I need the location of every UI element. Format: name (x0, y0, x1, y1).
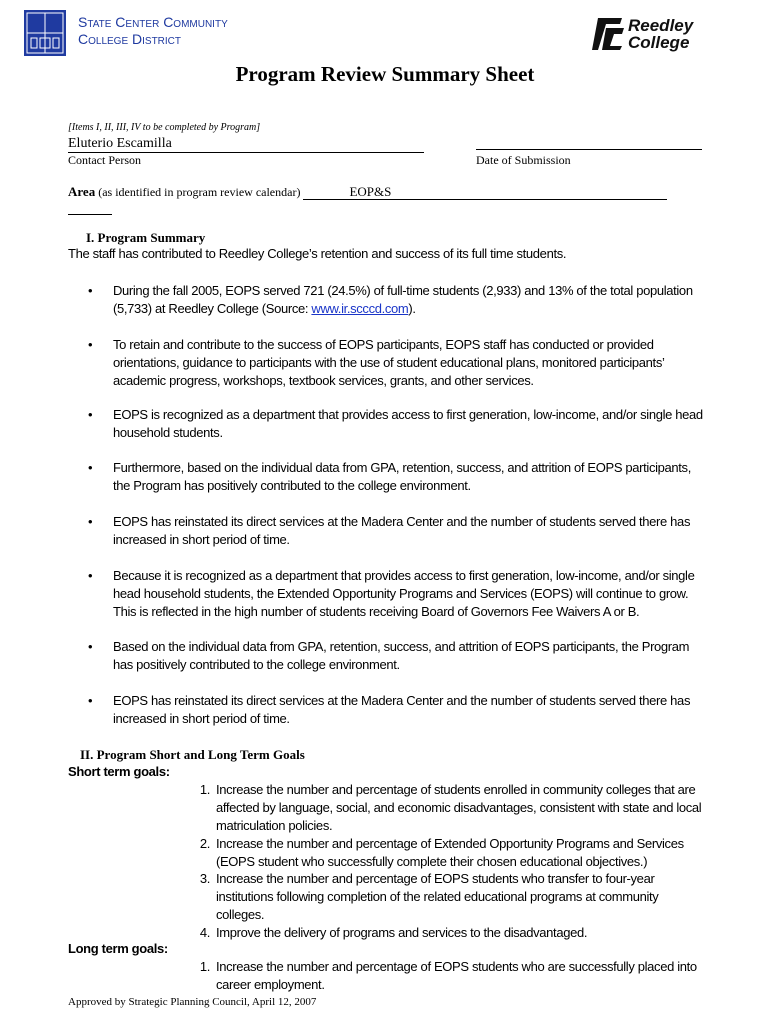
college-logo-word2: College (628, 33, 690, 52)
date-of-submission-label: Date of Submission (476, 153, 571, 167)
contact-person-value: Eluterio Escamilla (68, 136, 424, 153)
reedley-college-logo (592, 14, 742, 52)
bullet-text-start: During the fall 2005, EOPS served 721 (24.5%) of full-time students (2,933) and 13% of the total population (5,733) at Reedley College (Source: (113, 283, 693, 316)
goal-text: Increase the number and percentage of EOPS students who are successfully placed into career employment. (216, 959, 697, 992)
bullet-text: Furthermore, based on the individual data from GPA, retention, success, and attrition of EOPS participants, the Program has positively contributed to the college environment. (113, 460, 691, 493)
area-row (68, 184, 667, 200)
approval-footer: Approved by Strategic Planning Council, April 12, 2007 (68, 996, 317, 1008)
district-name-line2: College District (78, 31, 182, 47)
area-hint: (as identified in program review calendar) (98, 185, 301, 199)
area-underline-tail (68, 214, 112, 215)
goal-text: Increase the number and percentage of students enrolled in community colleges that are affected by language, social, and economic disadvantages, consistent with state and local matriculation policies. (216, 782, 702, 833)
bullet-text: EOPS has reinstated its direct services at the Madera Center and the number of students served there has increased in short period of time. (113, 693, 691, 726)
goal-number: 4. (199, 925, 210, 940)
section-1-heading: I. Program Summary (86, 230, 206, 245)
bullet-glyph: • (88, 639, 93, 654)
goal-text: Increase the number and percentage of Extended Opportunity Programs and Services (EOPS student who successfully complete their chosen educational objectives.) (216, 836, 684, 869)
summary-intro: The staff has contributed to Reedley College’s retention and success of its full time students. (68, 246, 567, 261)
bullet-text (113, 282, 703, 318)
goal-text: Improve the delivery of programs and services to the disadvantaged. (216, 925, 588, 940)
bullet-glyph: • (88, 283, 93, 298)
bullet-glyph: • (88, 514, 93, 529)
district-name-line1: State Center Community (78, 14, 228, 30)
bullet-glyph: • (88, 693, 93, 708)
bullet-text: EOPS is recognized as a department that provides access to first generation, low-income, and/or single head household students. (113, 407, 703, 440)
bullet-glyph: • (88, 460, 93, 475)
bullet-text: EOPS has reinstated its direct services at the Madera Center and the number of students served there has increased in short period of time. (113, 514, 691, 547)
bullet-glyph: • (88, 337, 93, 352)
bullet-text-end: ). (408, 301, 416, 316)
long-term-goals-label: Long term goals: (68, 941, 168, 956)
goal-number: 1. (199, 782, 210, 797)
rc-mark (592, 18, 624, 50)
bullet-text: To retain and contribute to the success of EOPS participants, EOPS staff has conducted or provided orientations, guidance to participants with the use of student educational plans, monitored participants’ academic progress, workshops, textbook services, grants, and other services. (113, 337, 665, 388)
goal-number: 2. (199, 836, 210, 851)
bullet-text: Because it is recognized as a department that provides access to first generation, low-income, and/or single head household students, the Extended Opportunity Programs and Services (EOPS) will continue to grow. This is reflected in the high number of students receiving Board of Governors Fee Waivers A or B. (113, 568, 695, 619)
date-of-submission-line (476, 149, 702, 150)
section-2-heading: II. Program Short and Long Term Goals (80, 747, 305, 762)
area-label: Area (68, 184, 96, 199)
area-underline-start (303, 198, 325, 200)
bullet-glyph: • (88, 568, 93, 583)
short-term-goals-label: Short term goals: (68, 764, 170, 779)
goal-text: Increase the number and percentage of EOPS students who transfer to four-year institutions following completion of the related educational programs at community colleges. (216, 871, 659, 922)
bullet-text: Based on the individual data from GPA, retention, success, and attrition of EOPS participants, the Program has positively contributed to the college environment. (113, 639, 690, 672)
area-value: EOP&S (325, 184, 667, 200)
goal-number: 3. (199, 871, 210, 886)
bullet-glyph: • (88, 407, 93, 422)
college-logo-word1: Reedley (628, 16, 694, 35)
district-name (78, 14, 228, 48)
instruction-note: [Items I, II, III, IV to be completed by Program] (68, 122, 261, 133)
page-title: Program Review Summary Sheet (235, 62, 535, 86)
source-link[interactable]: www.ir.scccd.com (311, 301, 409, 316)
contact-person-label: Contact Person (68, 153, 141, 167)
goal-number: 1. (199, 959, 210, 974)
district-logo (24, 10, 66, 56)
